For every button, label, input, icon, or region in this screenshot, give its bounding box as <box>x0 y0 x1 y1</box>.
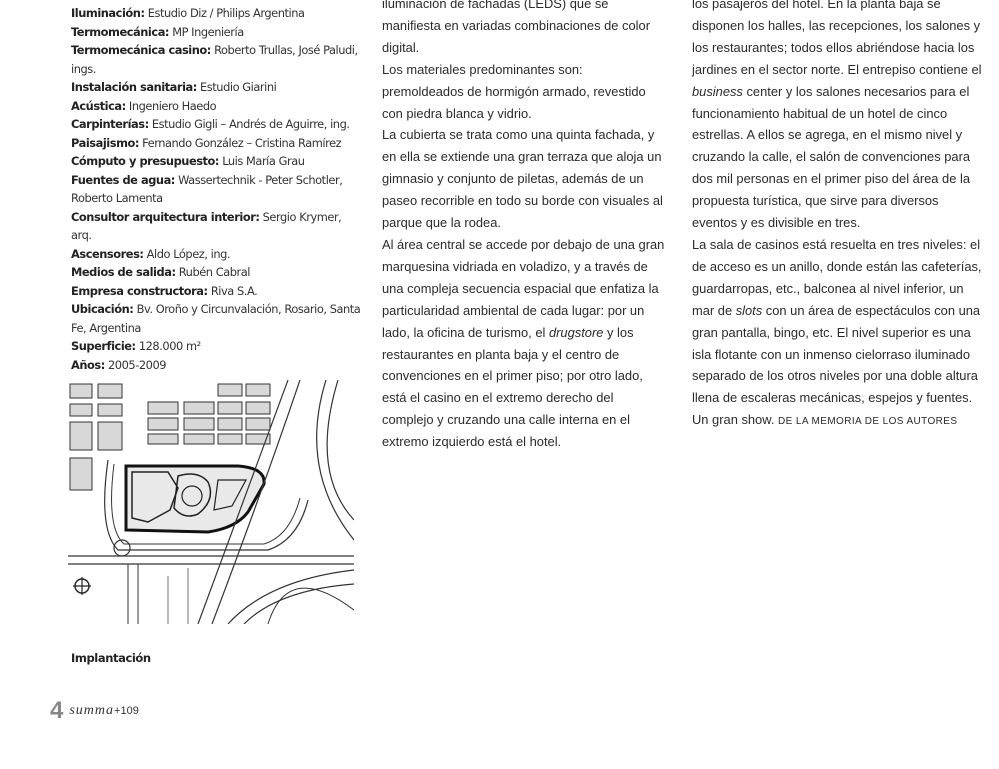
credit-label: Empresa constructora: <box>71 283 208 298</box>
text-run: La sala de casinos está resuelta en tres niveles: el de acceso es un anillo, donde están las cafeterías, guardarropas, etc., balconea al nivel inferior, un mar de <box>692 236 982 318</box>
credit-value: Ingeniero Haedo <box>125 98 217 113</box>
credit-label: Ubicación: <box>71 302 134 316</box>
credit-value: Estudio Gigli – Andrés de Aguirre, ing. <box>148 117 350 131</box>
credit-label: Carpinterías: <box>71 117 149 131</box>
text-run: Al área central se accede por debajo de una gran marquesina vidriada en voladizo, y a través de una compleja secuencia espacial que enfatiza la particularidad ambiental de cada lugar: por un lado, la oficina de turismo, el <box>382 236 665 340</box>
body-column-right <box>692 0 982 433</box>
credit-value: Estudio Diz / Philips Argentina <box>144 6 305 20</box>
text-run: con un área de espectáculos con una gran pantalla, bingo, etc. El nivel superior es una isla flotante con un inmenso cielorraso iluminado separado de los otros niveles por una doble altura llena de escaleras mecánicas, espejos y fuentes. <box>692 302 981 406</box>
credit-row <box>71 282 361 301</box>
credit-value: Riva S.A. <box>207 283 258 298</box>
credit-row <box>71 4 361 23</box>
attribution: DE LA MEMORIA DE LOS AUTORES <box>778 416 958 428</box>
credit-label: Instalación sanitaria: <box>71 80 197 94</box>
credit-row <box>71 115 361 134</box>
credit-row <box>71 97 361 116</box>
paragraph: La cubierta se trata como una quinta fachada, y en ella se extiende una gran terraza que aloja un gimnasio y conjunto de piletas, además de un paseo recorrible en todo su borde con visuales al parque que la rodea. <box>382 127 663 231</box>
site-plan-image <box>68 380 354 624</box>
page-footer <box>50 697 139 725</box>
credit-row <box>71 134 361 153</box>
italic-term: business <box>692 83 743 99</box>
paragraph <box>382 234 667 453</box>
credit-value: Estudio Giarini <box>196 80 277 94</box>
site-plan-drawing <box>68 380 354 624</box>
paragraph: iluminación de fachadas (LEDS) que se manifiesta en variadas combinaciones de color digital. <box>382 0 650 55</box>
text-run: center y los salones necesarios para el funcionamiento habitual de un hotel de cinco estrellas. A ellos se agrega, en el mismo nivel y cruzando la calle, el salón de convenciones para dos mil personas en el primer piso del área de la propuesta turística, que sirve para diversos eventos y es divisible en tres. <box>692 83 971 231</box>
credit-row <box>71 23 361 42</box>
credit-value: MP Ingeniería <box>169 24 244 39</box>
body-column-middle <box>382 0 667 453</box>
credit-value: Roberto Trullas, José Paludi, ings. <box>71 43 358 76</box>
credits-list <box>71 4 361 374</box>
credit-value: 128.000 m² <box>135 339 201 353</box>
text-run: y los restaurantes en planta baja y el centro de convenciones en el primer piso; por otro lado, está el casino en el extremo derecho del complejo y cruzando una calle interna en el extremo izquierdo está el hotel. <box>382 324 643 450</box>
credit-row <box>71 41 361 78</box>
credit-row <box>71 208 361 245</box>
credit-value: Fernando González – Cristina Ramírez <box>139 135 342 150</box>
credit-value: Rubén Cabral <box>175 265 251 279</box>
paragraph <box>692 409 982 433</box>
credit-label: Iluminación: <box>71 6 145 20</box>
figure-caption: Implantación <box>71 651 151 665</box>
credit-label: Termomecánica casino: <box>71 43 211 57</box>
credit-value: Aldo López, ing. <box>143 246 231 261</box>
credit-label: Ascensores: <box>71 246 144 261</box>
credit-label: Acústica: <box>71 98 126 113</box>
issue-number: +109 <box>114 705 139 717</box>
credit-row <box>71 78 361 97</box>
credit-label: Cómputo y presupuesto: <box>71 154 220 168</box>
credit-label: Paisajismo: <box>71 135 139 150</box>
credit-value: 2005-2009 <box>104 357 167 372</box>
credit-row <box>71 171 361 208</box>
italic-term: drugstore <box>548 324 604 340</box>
text-run: Un gran show. <box>692 412 778 428</box>
credit-label: Superficie: <box>71 339 136 353</box>
credit-label: Termomecánica: <box>71 24 170 39</box>
magazine-name: summa <box>69 703 115 718</box>
credit-value: Wassertechnik - Peter Schotler, Roberto Lamenta <box>71 172 343 205</box>
credit-row <box>71 263 361 282</box>
credit-label: Consultor arquitectura interior: <box>71 209 260 224</box>
page-number: 4 <box>50 697 64 724</box>
credit-label: Fuentes de agua: <box>71 172 175 187</box>
credit-value: Bv. Oroño y Circunvalación, Rosario, Santa Fe, Argentina <box>71 302 361 335</box>
credit-label: Años: <box>71 357 105 372</box>
credit-row <box>71 356 361 375</box>
paragraph <box>692 0 982 234</box>
italic-term: slots <box>735 302 763 318</box>
credit-value: Luis María Grau <box>219 154 305 168</box>
credit-row <box>71 300 361 337</box>
credit-label: Medios de salida: <box>71 265 176 279</box>
paragraph <box>692 234 982 409</box>
credit-row <box>71 337 361 356</box>
credit-value: Sergio Krymer, arq. <box>71 209 342 242</box>
text-run: los pasajeros del hotel. En la planta baja se disponen los halles, las recepciones, los salones y los restaurantes; todos ellos abriéndose hacia los jardines en el sector norte. El entrepiso contiene el <box>692 0 982 77</box>
paragraph: Los materiales predominantes son: premoldeados de hormigón armado, revestido con piedra blanca y vidrio. <box>382 61 646 121</box>
credit-row <box>71 245 361 264</box>
credit-row <box>71 152 361 171</box>
